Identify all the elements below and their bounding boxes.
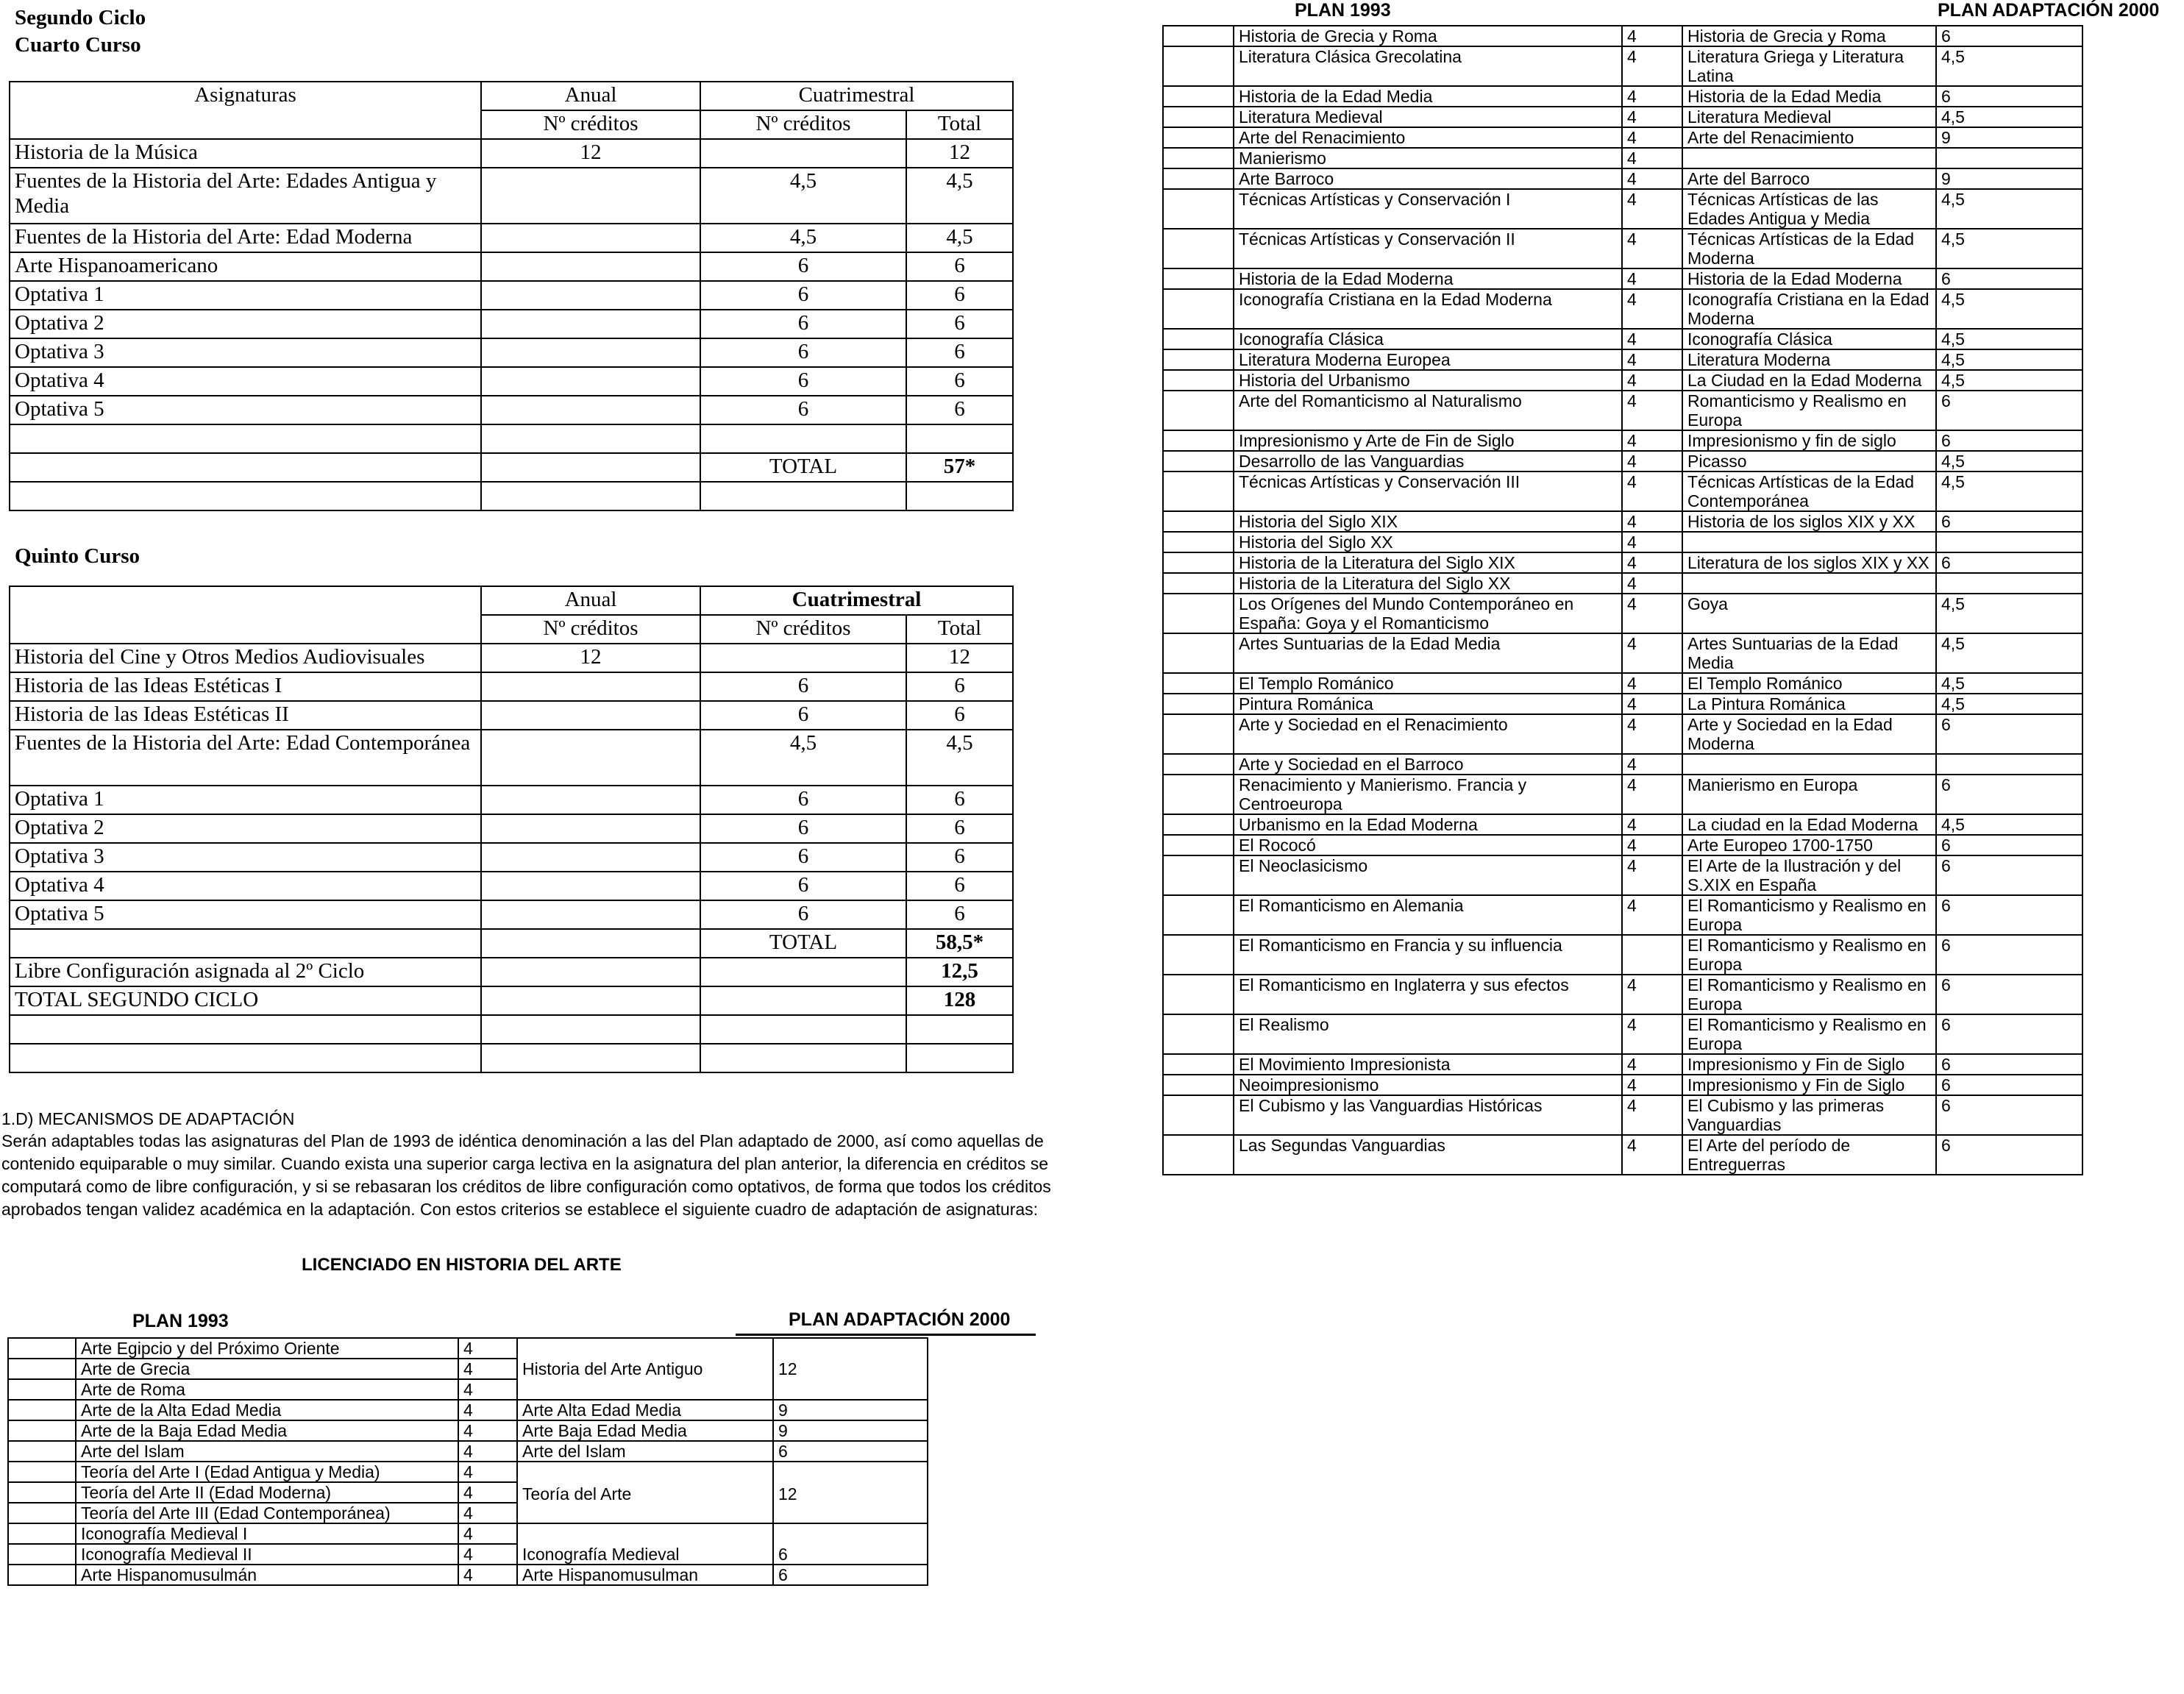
table-row: Arte del Romanticismo al Naturalismo 4 Romanticismo y Realismo en Europa 6 [1163, 391, 2082, 430]
plan-2000-label: PLAN ADAPTACIÓN 2000 [1938, 0, 2160, 21]
table-row: Pintura Románica 4 La Pintura Románica 4,5 [1163, 694, 2082, 714]
table-row: Historia de la Música 12 12 [10, 139, 1013, 168]
table-row: Optativa 4 6 6 [10, 367, 1013, 396]
ciclo-row [10, 986, 1013, 1015]
table-row: El Romanticismo en Francia y su influencia El Romanticismo y Realismo en Europa 6 [1163, 935, 2082, 975]
table-row: Arte Hispanoamericano 6 6 [10, 252, 1013, 281]
cuarto-curso-title: Cuarto Curso [15, 33, 141, 57]
table-row: El Neoclasicismo 4 El Arte de la Ilustración y del S.XIX en España 6 [1163, 855, 2082, 895]
table-row: Historia del Siglo XX 4 [1163, 532, 2082, 552]
table-row: Literatura Medieval 4 Literatura Medieval 4,5 [1163, 107, 2082, 127]
table-row: El Rococó 4 Arte Europeo 1700-1750 6 [1163, 835, 2082, 855]
mecanismos-heading: 1.D) MECANISMOS DE ADAPTACIÓN [1, 1109, 295, 1128]
table-row: Arte de la Alta Edad Media 4 Arte Alta Edad Media 9 [8, 1400, 928, 1420]
table-row: Arte de Roma 4 [8, 1379, 928, 1400]
table-row: Optativa 2 6 6 [10, 310, 1013, 338]
table-row: Literatura Clásica Grecolatina 4 Literatura Griega y Literatura Latina 4,5 [1163, 46, 2082, 86]
table-row: Arte y Sociedad en el Barroco 4 [1163, 754, 2082, 775]
table-row: Neoimpresionismo 4 Impresionismo y Fin de Siglo 6 [1163, 1075, 2082, 1095]
mecanismos-paragraph: Serán adaptables todas las asignaturas del Plan de 1993 de idéntica denominación a las del Plan adaptado de 2000, así como aquellas de contenido equiparable o muy similar. Cuando exista una superior carga lectiva en la asignatura del plan anterior, la diferencia en créditos se computará como de libre configuración, y si se rebasaran los créditos de libre configuración como optativos, de forma que todos los créditos aprobados tengan validez académica en la adaptación. Con estos criterios se establece el siguiente cuadro de adaptación de asignaturas: [1, 1131, 1051, 1219]
table-row: Fuentes de la Historia del Arte: Edad Moderna 4,5 4,5 [10, 224, 1013, 252]
table-row: Historia de la Literatura del Siglo XX 4 [1163, 573, 2082, 594]
col-header-anual: Anual [481, 82, 700, 110]
divider [736, 1334, 1036, 1336]
table-row: Artes Suntuarias de la Edad Media 4 Artes Suntuarias de la Edad Media 4,5 [1163, 633, 2082, 673]
table-row: Optativa 3 6 6 [10, 843, 1013, 872]
table-row: El Realismo 4 El Romanticismo y Realismo en Europa 6 [1163, 1014, 2082, 1054]
col-header-creditos: Nº créditos [700, 110, 906, 139]
ciclo-label: TOTAL SEGUNDO CICLO [10, 986, 481, 1015]
table-row [10, 424, 1013, 453]
total-value: 57* [906, 453, 1013, 482]
libre-label: Libre Configuración asignada al 2º Ciclo [10, 958, 481, 986]
table-row [10, 1044, 1013, 1072]
table-row: Técnicas Artísticas y Conservación III 4 Técnicas Artísticas de la Edad Contemporánea 4,5 [1163, 471, 2082, 511]
table-row: Historia de la Edad Moderna 4 Historia de la Edad Moderna 6 [1163, 268, 2082, 289]
table-row: Historia de la Literatura del Siglo XIX 4 Literatura de los siglos XIX y XX 6 [1163, 552, 2082, 573]
quinto-curso-title: Quinto Curso [15, 544, 140, 568]
table-row: Urbanismo en la Edad Moderna 4 La ciudad en la Edad Moderna 4,5 [1163, 814, 2082, 835]
plan-1993-label: PLAN 1993 [132, 1311, 229, 1331]
libre-row [10, 958, 1013, 986]
ciclo-value: 128 [906, 986, 1013, 1015]
table-row: Optativa 4 6 6 [10, 872, 1013, 900]
table-row: Optativa 3 6 6 [10, 338, 1013, 367]
table-row: Historia del Siglo XIX 4 Historia de los siglos XIX y XX 6 [1163, 511, 2082, 532]
table-row: Técnicas Artísticas y Conservación I 4 Técnicas Artísticas de las Edades Antigua y Media 4,5 [1163, 189, 2082, 229]
table-row: Fuentes de la Historia del Arte: Edad Contemporánea 4,5 4,5 [10, 730, 1013, 786]
table-row: El Movimiento Impresionista 4 Impresionismo y Fin de Siglo 6 [1163, 1054, 2082, 1075]
col-header-asignaturas: Asignaturas [10, 82, 481, 139]
table-row: Los Orígenes del Mundo Contemporáneo en España: Goya y el Romanticismo 4 Goya 4,5 [1163, 594, 2082, 633]
col-header-cuatrimestral: Cuatrimestral [700, 586, 1013, 615]
table-row: El Romanticismo en Alemania 4 El Romanticismo y Realismo en Europa 6 [1163, 895, 2082, 935]
table-row: Arte Hispanomusulmán 4 Arte Hispanomusulman 6 [8, 1565, 928, 1585]
adapt-table-left [7, 1337, 928, 1586]
table-row [10, 1015, 1013, 1044]
table-row: Historia de Grecia y Roma 4 Historia de Grecia y Roma 6 [1163, 26, 2082, 46]
table-row: Arte de la Baja Edad Media 4 Arte Baja Edad Media 9 [8, 1420, 928, 1441]
table-row: El Cubismo y las Vanguardias Históricas 4 El Cubismo y las primeras Vanguardias 6 [1163, 1095, 2082, 1135]
libre-value: 12,5 [906, 958, 1013, 986]
table-row: Arte de Grecia 4 [8, 1359, 928, 1379]
table-row: Iconografía Medieval II 4 [8, 1544, 928, 1565]
table-row: Optativa 5 6 6 [10, 900, 1013, 929]
col-header-creditos: Nº créditos [481, 110, 700, 139]
table-row: Arte Egipcio y del Próximo Oriente 4 Historia del Arte Antiguo 12 [8, 1338, 928, 1359]
table-row: Arte del Islam 4 Arte del Islam 6 [8, 1441, 928, 1462]
section-title: Segundo Ciclo [15, 6, 146, 29]
table-row: Iconografía Clásica 4 Iconografía Clásica 4,5 [1163, 329, 2082, 349]
table-row: Historia de la Edad Media 4 Historia de la Edad Media 6 [1163, 86, 2082, 107]
table-row: Historia de las Ideas Estéticas II 6 6 [10, 701, 1013, 730]
table-row: Fuentes de la Historia del Arte: Edades Antigua y Media 4,5 4,5 [10, 168, 1013, 224]
table-row: Manierismo 4 [1163, 148, 2082, 168]
table-row: Iconografía Medieval I 4 Iconografía Medieval 6 [8, 1523, 928, 1544]
document-subtitle: LICENCIADO EN HISTORIA DEL ARTE [302, 1255, 622, 1275]
total-label: TOTAL [700, 453, 906, 482]
table-row: Desarrollo de las Vanguardias 4 Picasso 4,5 [1163, 451, 2082, 471]
total-value: 58,5* [906, 929, 1013, 958]
table-row [10, 482, 1013, 510]
table-row: Historia del Cine y Otros Medios Audiovisuales 12 12 [10, 644, 1013, 672]
table-row: Arte y Sociedad en el Renacimiento 4 Arte y Sociedad en la Edad Moderna 6 [1163, 714, 2082, 754]
adapt-table-right [1162, 25, 2083, 1175]
table-row: Optativa 1 6 6 [10, 786, 1013, 814]
total-row [10, 453, 1013, 482]
table-row: Impresionismo y Arte de Fin de Siglo 4 Impresionismo y fin de siglo 6 [1163, 430, 2082, 451]
table-row: Técnicas Artísticas y Conservación II 4 Técnicas Artísticas de la Edad Moderna 4,5 [1163, 229, 2082, 268]
col-header-creditos: Nº créditos [700, 615, 906, 644]
table-row: Arte del Renacimiento 4 Arte del Renacimiento 9 [1163, 127, 2082, 148]
table-row: Iconografía Cristiana en la Edad Moderna 4 Iconografía Cristiana en la Edad Moderna 4,5 [1163, 289, 2082, 329]
col-header-total: Total [906, 615, 1013, 644]
table-row: Historia del Urbanismo 4 La Ciudad en la Edad Moderna 4,5 [1163, 370, 2082, 391]
total-row [10, 929, 1013, 958]
table-row: Las Segundas Vanguardias 4 El Arte del período de Entreguerras 6 [1163, 1135, 2082, 1175]
table-row: Teoría del Arte III (Edad Contemporánea) 4 [8, 1503, 928, 1523]
cuarto-curso-table [9, 81, 1014, 511]
table-row: Optativa 5 6 6 [10, 396, 1013, 424]
col-header-total: Total [906, 110, 1013, 139]
table-row: Arte Barroco 4 Arte del Barroco 9 [1163, 168, 2082, 189]
plan-2000-label: PLAN ADAPTACIÓN 2000 [789, 1309, 1011, 1330]
table-row: Literatura Moderna Europea 4 Literatura Moderna 4,5 [1163, 349, 2082, 370]
quinto-curso-table [9, 586, 1014, 1073]
table-row: Renacimiento y Manierismo. Francia y Centroeuropa 4 Manierismo en Europa 6 [1163, 775, 2082, 814]
table-row: Historia de las Ideas Estéticas I 6 6 [10, 672, 1013, 701]
col-header-cuatrimestral: Cuatrimestral [700, 82, 1013, 110]
table-row: Optativa 2 6 6 [10, 814, 1013, 843]
col-header-creditos: Nº créditos [481, 615, 700, 644]
plan-1993-label: PLAN 1993 [1295, 0, 1391, 21]
table-row: Optativa 1 6 6 [10, 281, 1013, 310]
table-row: El Templo Románico 4 El Templo Románico 4,5 [1163, 673, 2082, 694]
table-row: El Romanticismo en Inglaterra y sus efectos 4 El Romanticismo y Realismo en Europa 6 [1163, 975, 2082, 1014]
total-label: TOTAL [700, 929, 906, 958]
col-header-anual: Anual [481, 586, 700, 615]
table-row: Teoría del Arte I (Edad Antigua y Media) 4 Teoría del Arte 12 [8, 1462, 928, 1482]
table-row: Teoría del Arte II (Edad Moderna) 4 [8, 1482, 928, 1503]
